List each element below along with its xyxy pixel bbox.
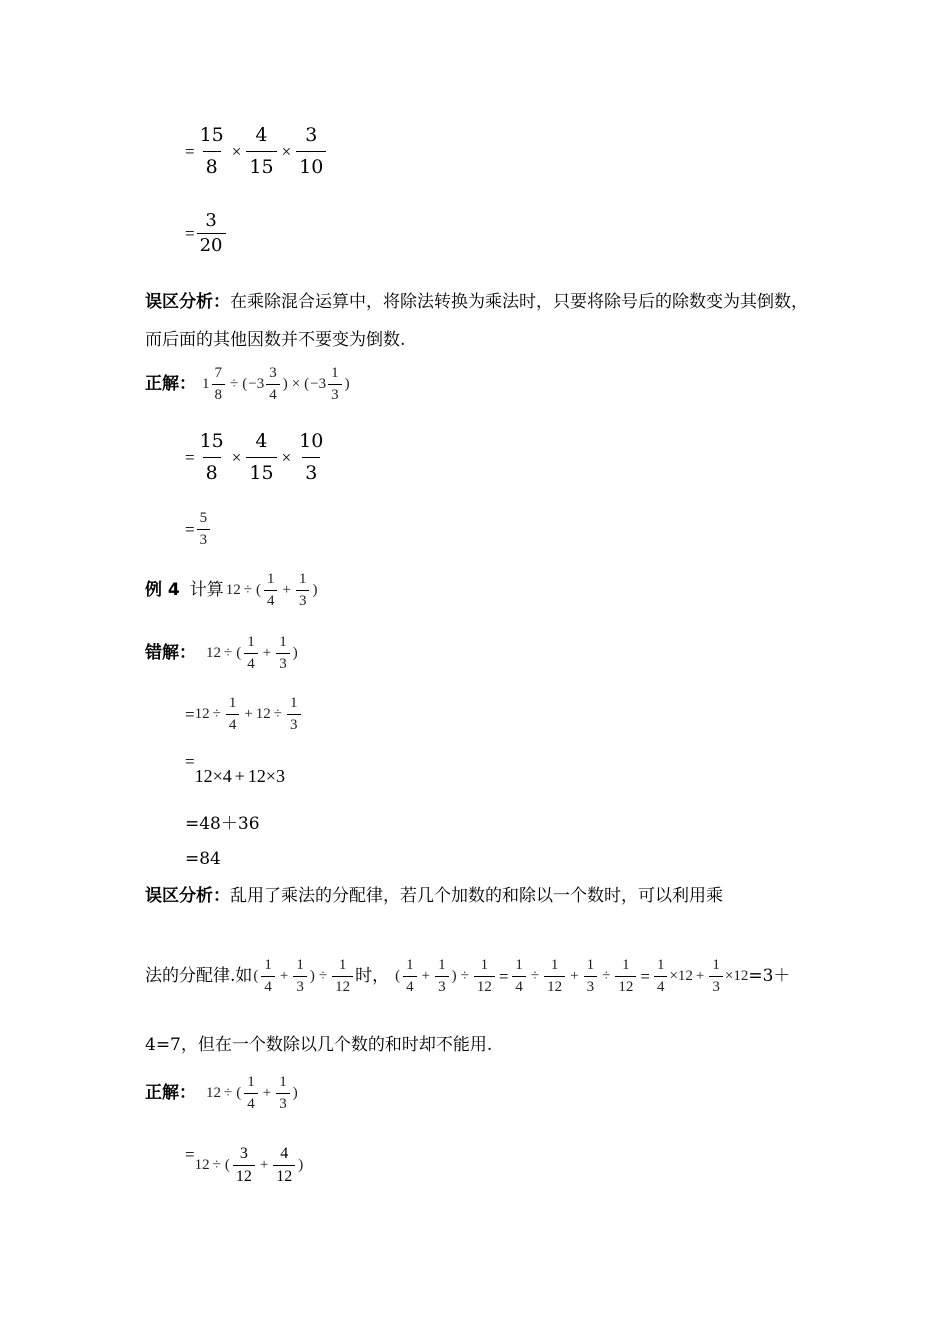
fraction-1-3: $\frac{1}{3}$: [435, 958, 449, 995]
wrong-solution-label: 错解：: [145, 643, 196, 663]
fraction-7-8: $\frac{7}{8}$: [212, 366, 226, 403]
fraction-3-10: $\frac{3}{10}$: [296, 126, 326, 177]
fraction-1-4: $\frac{1}{4}$: [264, 572, 278, 609]
fraction-1-3: $\frac{1}{3}$: [296, 572, 310, 609]
fraction-15-8: $\frac{15}{8}$: [199, 124, 224, 178]
fraction-1-12: $\frac{1}{12}$: [332, 958, 353, 995]
error-analysis-2-formula: 法的分配律.如 ( $\frac{1}{4}$ + $\frac{1}{3}$ ) ÷ $\frac{1}{12}$ 时， ( $\frac{1}{4}$ + $\frac{1}{3}$ ) ÷ $\frac{1}{12}$ = $\frac{1}{4}$ ÷ $\frac{1}{12}$ + $\frac{1}{3}$ ÷ $\frac{1}{12}$ = $\frac{1}{4}$ ×12 + $\frac{1}{3}$ ×12 =3＋: [145, 957, 791, 995]
correct-solution-2: 正解： 12 ÷ ( $\frac{1}{4}$ + $\frac{1}{3}$ ): [145, 1074, 298, 1112]
error-analysis-text: 在乘除混合运算中，将除法转换为乘法时，只要将除号后的除数变为其倒数，而后面的其他因数并不要变为倒数.: [145, 292, 808, 350]
fraction-10-3: $\frac{10}{3}$: [299, 430, 324, 484]
fraction-1-4: $\frac{1}{4}$: [226, 696, 240, 733]
fraction-1-3: $\frac{1}{3}$: [276, 1075, 290, 1112]
correct-step-1: = 12 ÷ ( $\frac{3}{12}$ + $\frac{4}{12}$ ): [185, 1145, 304, 1185]
error-analysis-label: 误区分析：: [145, 292, 230, 312]
fraction-1-4: $\frac{1}{4}$: [654, 958, 668, 995]
wrong-solution: 错解： 12 ÷ ( $\frac{1}{4}$ + $\frac{1}{3}$ ): [145, 634, 298, 672]
fraction-1-3: $\frac{1}{3}$: [709, 958, 723, 995]
step-line-1: = $\frac{15}{8}$ × $\frac{4}{15}$ × $\frac{3}{10}$: [185, 126, 328, 177]
correct-solution-label: 正解：: [145, 374, 196, 394]
fraction-1-12: $\frac{1}{12}$: [615, 958, 636, 995]
fraction-4-15: $\frac{4}{15}$: [246, 126, 276, 177]
error-analysis-2: 误区分析： 乱用了乘法的分配律，若几个加数的和除以一个数时，可以利用乘: [145, 886, 723, 906]
fraction-1-3: $\frac{1}{3}$: [287, 696, 301, 733]
fraction-3-4: $\frac{3}{4}$: [266, 366, 280, 403]
example-4: 例 4 计算 12 ÷ ( $\frac{1}{4}$ + $\frac{1}{3}$ ): [145, 571, 318, 609]
wrong-step-2: = 12×4 + 12×3: [185, 752, 286, 786]
error-analysis-2-conclusion: 4=7，但在一个数除以几个数的和时却不能用.: [145, 1035, 493, 1055]
fraction-1-3: $\frac{1}{3}$: [584, 958, 598, 995]
fraction-1-4: $\frac{1}{4}$: [403, 958, 417, 995]
fraction-1-4: $\frac{1}{4}$: [244, 1075, 258, 1112]
fraction-1-4: $\frac{1}{4}$: [261, 958, 275, 995]
fraction-3-12: $\frac{3}{12}$: [233, 1146, 255, 1185]
wrong-step-1: = 12 ÷ $\frac{1}{4}$ + 12 ÷ $\frac{1}{3}$: [185, 696, 303, 733]
correct-solution-1: 正解： 1 $\frac{7}{8}$ ÷ ( −3 $\frac{3}{4}$ ) × ( −3 $\frac{1}{3}$ ): [145, 365, 350, 403]
fraction-1-3: $\frac{1}{3}$: [276, 635, 290, 672]
fraction-1-3: $\frac{1}{3}$: [328, 366, 342, 403]
fraction-1-4: $\frac{1}{4}$: [512, 958, 526, 995]
fraction-1-12: $\frac{1}{12}$: [544, 958, 565, 995]
wrong-step-3: =48＋36: [185, 814, 260, 834]
fraction-15-8: $\frac{15}{8}$: [199, 430, 224, 484]
wrong-step-4: =84: [185, 849, 221, 869]
fraction-1-3: $\frac{1}{3}$: [293, 958, 307, 995]
fraction-1-12: $\frac{1}{12}$: [474, 958, 495, 995]
fraction-4-12: $\frac{4}{12}$: [273, 1146, 295, 1185]
step-line-3: = $\frac{15}{8}$ × $\frac{4}{15}$ × $\frac{10}{3}$: [185, 432, 328, 483]
equals-sign: =: [185, 142, 195, 161]
fraction-3-20: $\frac{3}{20}$: [197, 212, 226, 255]
error-analysis-1: [145, 283, 810, 359]
fraction-4-15: $\frac{4}{15}$: [246, 432, 276, 483]
step-line-2: = $\frac{3}{20}$: [185, 212, 228, 255]
example-4-label: 例 4: [145, 580, 180, 600]
fraction-5-3: $\frac{5}{3}$: [197, 511, 211, 548]
fraction-1-4: $\frac{1}{4}$: [244, 635, 258, 672]
step-line-4: = $\frac{5}{3}$: [185, 511, 212, 548]
